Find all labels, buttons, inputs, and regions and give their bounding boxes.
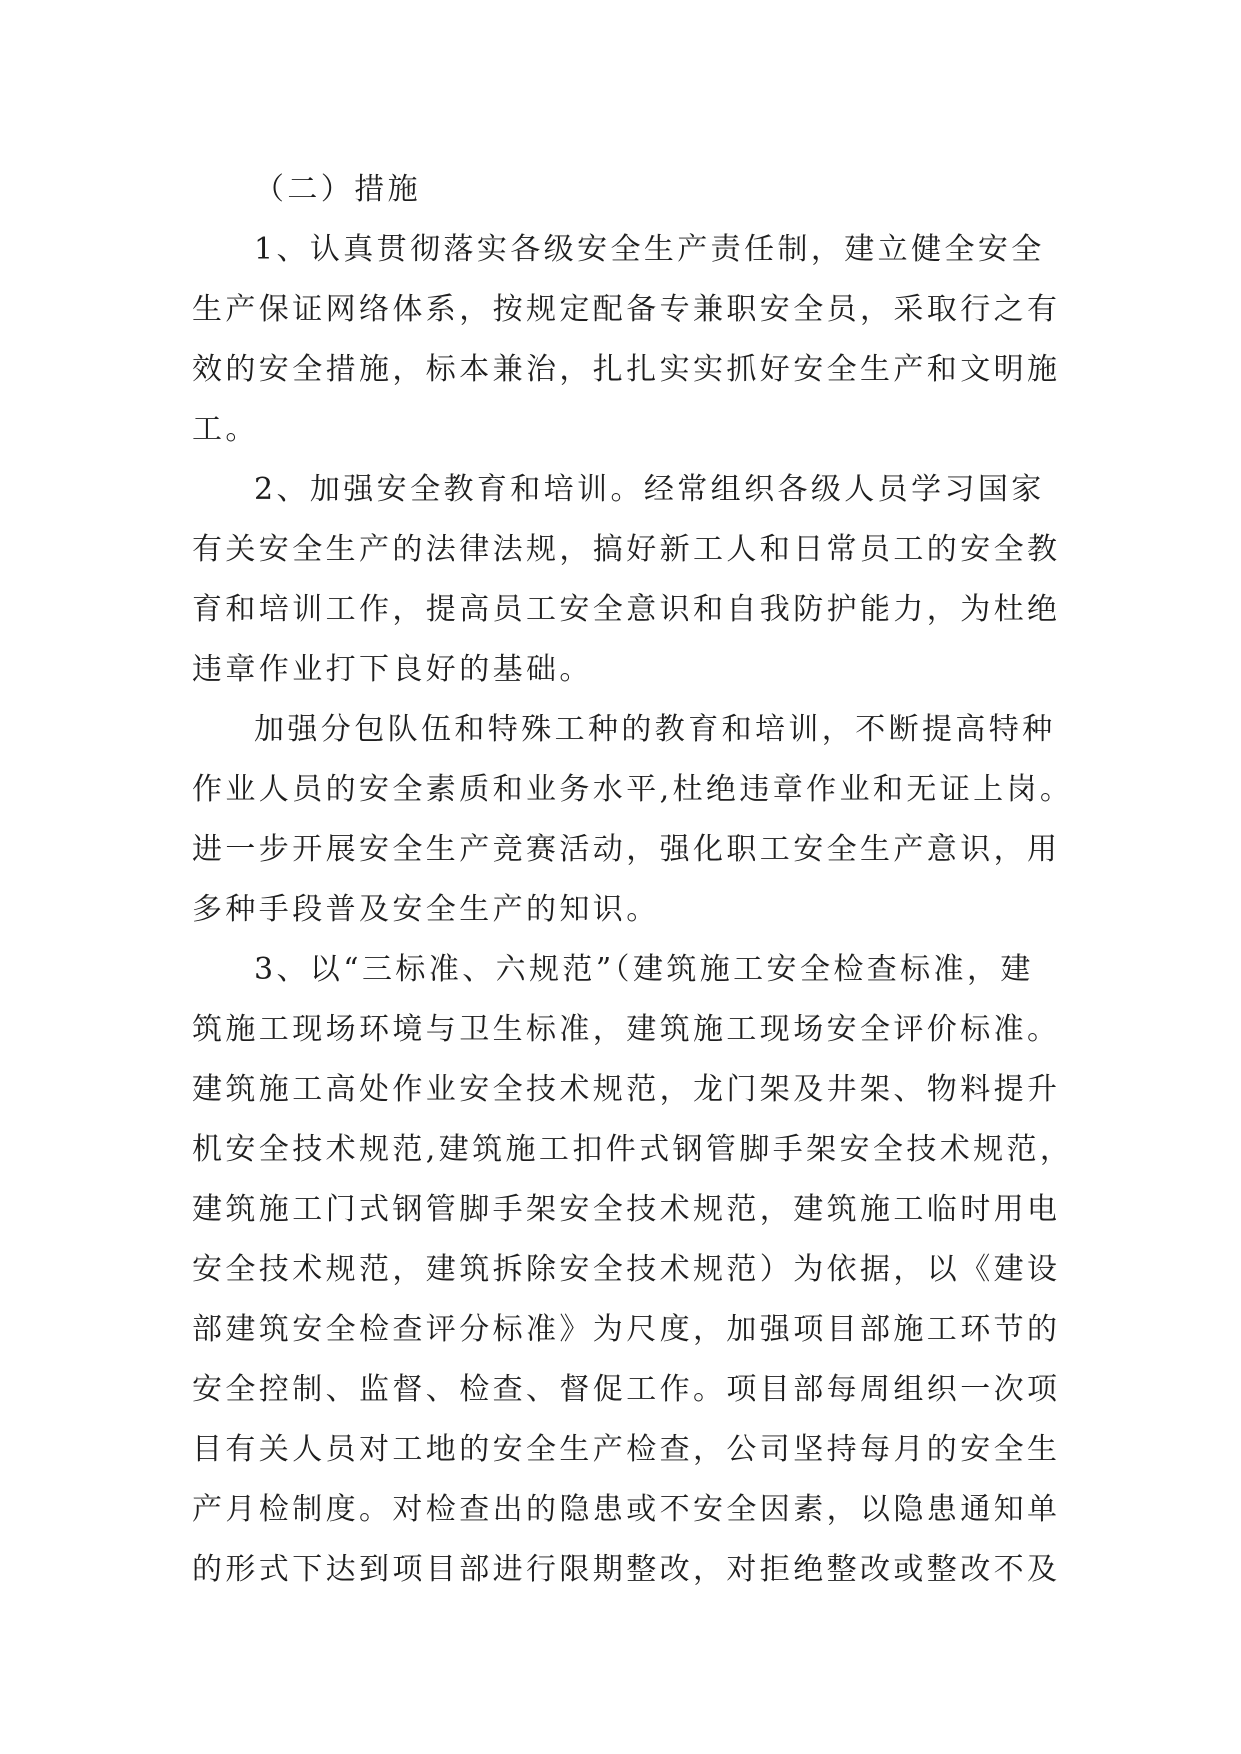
text-line: 有关安全生产的法律法规，搞好新工人和日常员工的安全教 (192, 532, 1061, 567)
text-line: 机安全技术规范,建筑施工扣件式钢管脚手架安全技术规范， (192, 1132, 1074, 1167)
text-line: 作业人员的安全素质和业务水平,杜绝违章作业和无证上岗。 (192, 772, 1074, 807)
text-line: 筑施工现场环境与卫生标准，建筑施工现场安全评价标准。 (192, 1012, 1061, 1047)
text-line: 工。 (192, 412, 259, 447)
paragraph-1 (192, 220, 1061, 460)
text-line: 效的安全措施，标本兼治，扎扎实实抓好安全生产和文明施 (192, 352, 1061, 387)
paragraph-4 (192, 940, 1074, 1600)
text-line: 进一步开展安全生产竞赛活动，强化职工安全生产意识，用 (192, 832, 1061, 867)
text-line: 安全技术规范，建筑拆除安全技术规范）为依据，以《建设 (192, 1252, 1061, 1287)
paragraph-2 (192, 460, 1061, 700)
text-line: 育和培训工作，提高员工安全意识和自我防护能力，为杜绝 (192, 592, 1061, 627)
text-line: 目有关人员对工地的安全生产检查，公司坚持每月的安全生 (192, 1432, 1061, 1467)
text-line: 2、加强安全教育和培训。经常组织各级人员学习国家 (254, 472, 1045, 507)
paragraph-3 (192, 700, 1074, 940)
body-text (192, 160, 1074, 1600)
text-line: 多种手段普及安全生产的知识。 (192, 892, 660, 927)
text-line: 1、认真贯彻落实各级安全生产责任制，建立健全安全 (254, 232, 1045, 267)
text-line: 建筑施工门式钢管脚手架安全技术规范，建筑施工临时用电 (192, 1192, 1061, 1227)
text-line: 部建筑安全检查评分标准》为尺度，加强项目部施工环节的 (192, 1312, 1061, 1347)
text-line: 建筑施工高处作业安全技术规范，龙门架及井架、物料提升 (192, 1072, 1061, 1107)
text-line: 安全控制、监督、检查、督促工作。项目部每周组织一次项 (192, 1372, 1061, 1407)
text-line: 3、以“三标准、六规范”（建筑施工安全检查标准，建 (254, 952, 1034, 987)
text-line: 的形式下达到项目部进行限期整改，对拒绝整改或整改不及 (192, 1552, 1061, 1587)
text-line: 违章作业打下良好的基础。 (192, 652, 593, 687)
section-heading: （二）措施 (254, 172, 421, 207)
text-line: 产月检制度。对检查出的隐患或不安全因素，以隐患通知单 (192, 1492, 1061, 1527)
text-line: 加强分包队伍和特殊工种的教育和培训，不断提高特种 (254, 712, 1056, 747)
text-line: 生产保证网络体系，按规定配备专兼职安全员，采取行之有 (192, 292, 1061, 327)
